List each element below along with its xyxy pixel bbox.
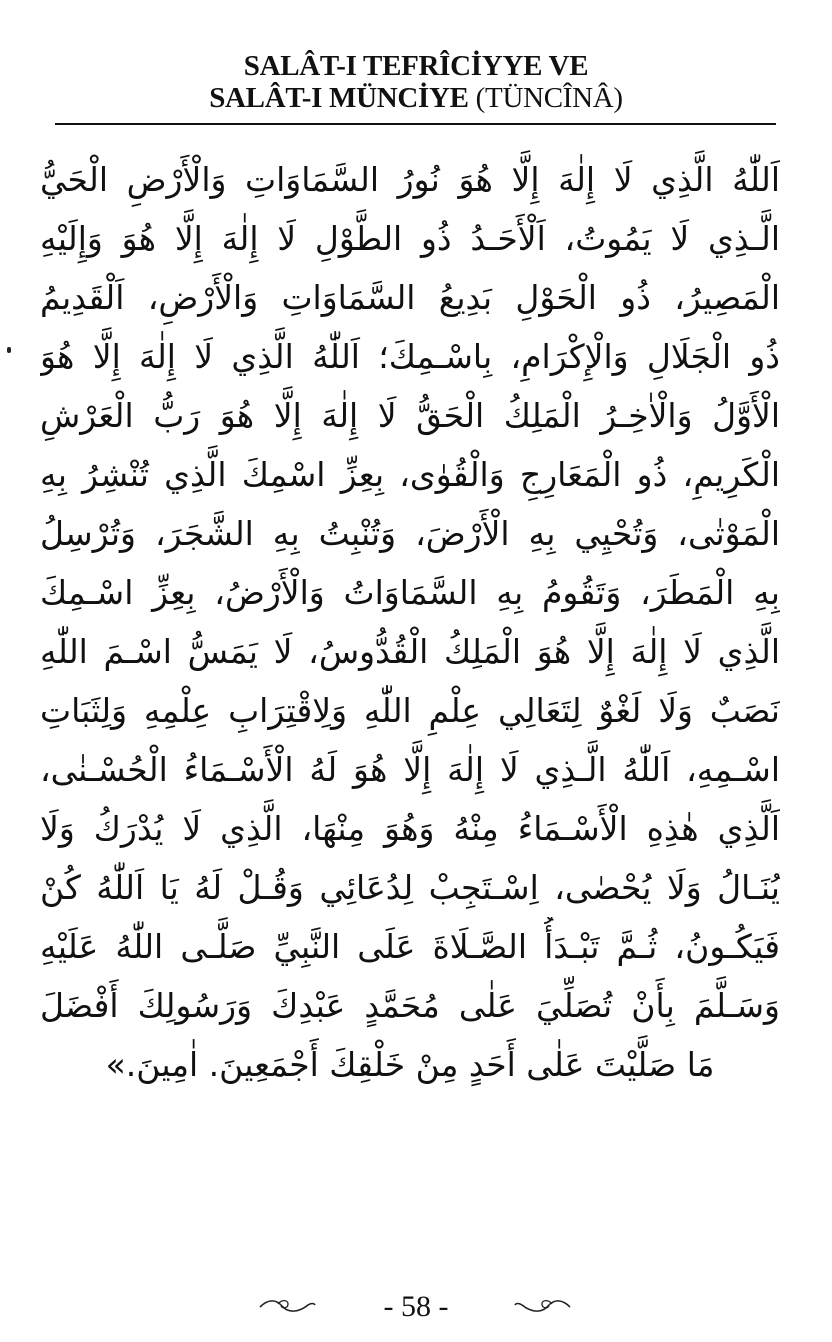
header-title-part-1: SALÂT-I TEFRÎCİYYE VE xyxy=(243,50,589,82)
swash-ornament-icon xyxy=(258,1295,316,1317)
page-number: - 58 - xyxy=(383,1290,449,1323)
page-header xyxy=(60,50,772,114)
header-title-part-2: SALÂT-I MÜNCİYE xyxy=(209,82,469,114)
text-line: الْأَوَّلُ وَالْاٰخِـرُ الْمَلِكُ الْحَقُّ لَا إِلٰهَ إِلَّا هُوَ رَبُّ الْعَرْشِ xyxy=(40,396,780,435)
prayer-text xyxy=(40,150,780,1094)
text-line: ذُو الْجَلَالِ وَالْإِكْرَامِ، بِاسْـمِكَ؛ اَللّٰهُ الَّذِي لَا إِلٰهَ إِلَّا هُوَ xyxy=(40,337,780,376)
header-title-line-2 xyxy=(60,82,772,114)
text-line: الْمَصِيرُ، ذُو الْحَوْلِ بَدِيعُ السَّمَاوَاتِ وَالْأَرْضِ، اَلْقَدِيمُ xyxy=(40,278,780,317)
text-line: فَيَكُـونُ، ثُـمَّ تَبْـدَأُ الصَّـلَاةَ عَلَى النَّبِيِّ صَلَّـى اللّٰهُ عَلَيْهِ xyxy=(40,927,780,966)
text-line: الَّذِي لَا إِلٰهَ إِلَّا هُوَ الْمَلِكُ الْقُدُّوسُ، لَا يَمَسُّ اسْـمَ اللّٰهِ xyxy=(40,632,780,671)
text-line: الَّـذِي لَا يَمُوتُ، اَلْأَحَـدُ ذُو الطَّوْلِ لَا إِلٰهَ إِلَّا هُوَ وَإِلَيْهِ xyxy=(40,219,780,258)
page-footer xyxy=(0,1287,832,1327)
text-line: اَلَّذِي هٰذِهِ الْأَسْـمَاءُ مِنْهُ وَهُوَ مِنْهَا، الَّذِي لَا يُدْرَكُ وَلَا xyxy=(40,809,780,848)
text-line: نَصَبٌ وَلَا لَغْوٌ لِتَعَالِي عِلْمِ اللّٰهِ وَلِاقْتِرَابِ عِلْمِهِ وَلِثَبَاتِ xyxy=(40,691,780,730)
text-line: الْمَوْتٰى، وَتُحْيِي بِهِ الْأَرْضَ، وَتُنْبِتُ بِهِ الشَّجَرَ، وَتُرْسِلُ xyxy=(40,514,780,553)
text-line: اسْـمِهِ، اَللّٰهُ الَّـذِي لَا إِلٰهَ إِلَّا هُوَ لَهُ الْأَسْـمَاءُ الْحُسْـنٰى، xyxy=(40,750,780,789)
text-line: بِهِ الْمَطَرَ، وَتَقُومُ بِهِ السَّمَاوَاتُ وَالْأَرْضُ، بِعِزِّ اسْـمِكَ xyxy=(40,573,780,612)
text-line: وَسَـلَّمَ بِأَنْ تُصَلِّيَ عَلٰى مُحَمَّدٍ عَبْدِكَ وَرَسُولِكَ أَفْضَلَ xyxy=(40,986,780,1025)
text-line-last: مَا صَلَّيْتَ عَلٰى أَحَدٍ مِنْ خَلْقِكَ أَجْمَعِينَ. اٰمِينَ.» xyxy=(105,1045,715,1084)
text-line: يُنَـالُ وَلَا يُحْصٰى، اِسْـتَجِبْ لِدُعَائِي وَقُـلْ لَهُ يَا اَللّٰهُ كُنْ xyxy=(40,868,780,907)
header-divider xyxy=(55,123,776,125)
margin-mark xyxy=(7,347,11,353)
text-line: اَللّٰهُ الَّذِي لَا إِلٰهَ إِلَّا هُوَ نُورُ السَّمَاوَاتِ وَالْأَرْضِ الْحَيُّ xyxy=(40,160,780,199)
text-line: الْكَرِيمِ، ذُو الْمَعَارِجِ وَالْقُوٰى، بِعِزِّ اسْمِكَ الَّذِي تُنْشِرُ بِهِ xyxy=(40,455,780,494)
header-subtitle: (TÜNCÎNÂ) xyxy=(475,82,623,114)
header-title-line-1 xyxy=(60,50,772,82)
swash-ornament-icon xyxy=(514,1295,572,1317)
